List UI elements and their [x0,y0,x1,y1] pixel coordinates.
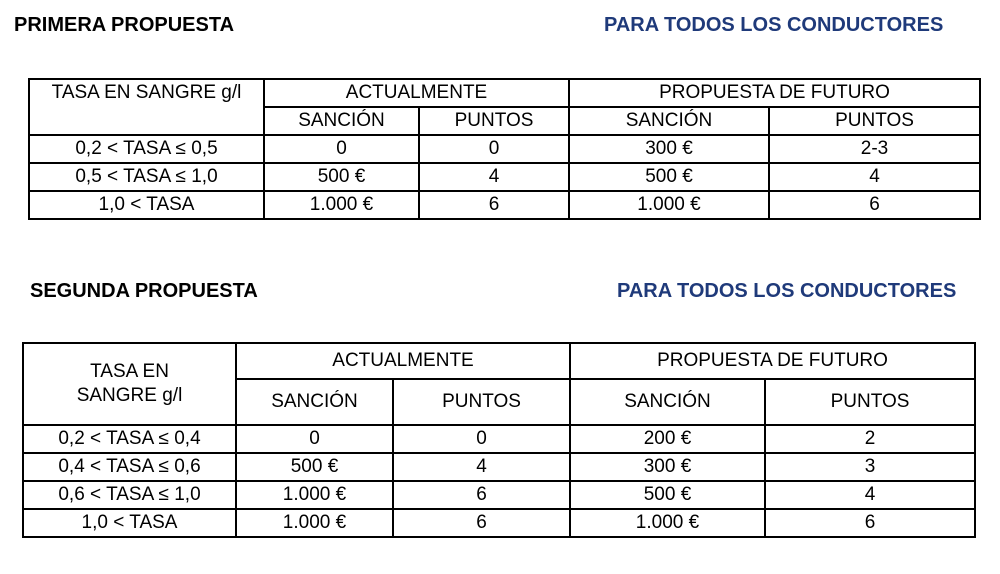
current-points-header: PUNTOS [419,107,569,135]
current-sanction-cell: 1.000 € [264,191,419,219]
future-points-cell: 2 [765,425,975,453]
current-sanction-cell: 500 € [264,163,419,191]
future-sanction-header: SANCIÓN [570,379,765,425]
rate-cell: 0,2 < TASA ≤ 0,5 [29,135,264,163]
current-points-cell: 0 [419,135,569,163]
current-sanction-cell: 1.000 € [236,481,393,509]
future-sanction-cell: 500 € [570,481,765,509]
second-proposal-subtitle: PARA TODOS LOS CONDUCTORES [617,280,957,302]
rate-cell: 0,4 < TASA ≤ 0,6 [23,453,236,481]
current-sanction-cell: 500 € [236,453,393,481]
table-row [29,135,980,163]
future-sanction-cell: 200 € [570,425,765,453]
current-points-header: PUNTOS [393,379,570,425]
rate-cell: 0,2 < TASA ≤ 0,4 [23,425,236,453]
rate-cell: 1,0 < TASA [29,191,264,219]
rate-header: TASA EN SANGRE g/l [29,79,264,135]
rate-cell: 1,0 < TASA [23,509,236,537]
first-proposal-table [28,78,981,220]
future-points-cell: 6 [769,191,980,219]
current-sanction-header: SANCIÓN [264,107,419,135]
current-points-cell: 6 [393,509,570,537]
rate-cell: 0,6 < TASA ≤ 1,0 [23,481,236,509]
second-proposal-table [22,342,976,538]
future-header: PROPUESTA DE FUTURO [570,343,975,379]
rate-header: TASA EN SANGRE g/l [23,343,236,425]
future-sanction-cell: 1.000 € [570,509,765,537]
future-sanction-cell: 1.000 € [569,191,769,219]
rate-cell: 0,5 < TASA ≤ 1,0 [29,163,264,191]
current-sanction-cell: 0 [264,135,419,163]
current-header: ACTUALMENTE [236,343,570,379]
current-header: ACTUALMENTE [264,79,569,107]
future-points-cell: 6 [765,509,975,537]
current-points-cell: 4 [393,453,570,481]
current-points-cell: 0 [393,425,570,453]
table-row [29,163,980,191]
table-row [23,481,975,509]
table-row [23,425,975,453]
future-points-cell: 2-3 [769,135,980,163]
future-points-cell: 4 [769,163,980,191]
current-sanction-header: SANCIÓN [236,379,393,425]
current-sanction-cell: 0 [236,425,393,453]
current-points-cell: 6 [419,191,569,219]
future-points-header: PUNTOS [765,379,975,425]
first-proposal-subtitle: PARA TODOS LOS CONDUCTORES [604,14,944,36]
table-row [29,191,980,219]
future-sanction-header: SANCIÓN [569,107,769,135]
table-row [23,453,975,481]
future-header: PROPUESTA DE FUTURO [569,79,980,107]
future-points-header: PUNTOS [769,107,980,135]
future-sanction-cell: 300 € [570,453,765,481]
future-points-cell: 4 [765,481,975,509]
current-points-cell: 6 [393,481,570,509]
first-proposal-title: PRIMERA PROPUESTA [14,14,235,36]
current-sanction-cell: 1.000 € [236,509,393,537]
future-points-cell: 3 [765,453,975,481]
future-sanction-cell: 500 € [569,163,769,191]
future-sanction-cell: 300 € [569,135,769,163]
current-points-cell: 4 [419,163,569,191]
second-proposal-title: SEGUNDA PROPUESTA [30,280,258,302]
table-row [23,509,975,537]
